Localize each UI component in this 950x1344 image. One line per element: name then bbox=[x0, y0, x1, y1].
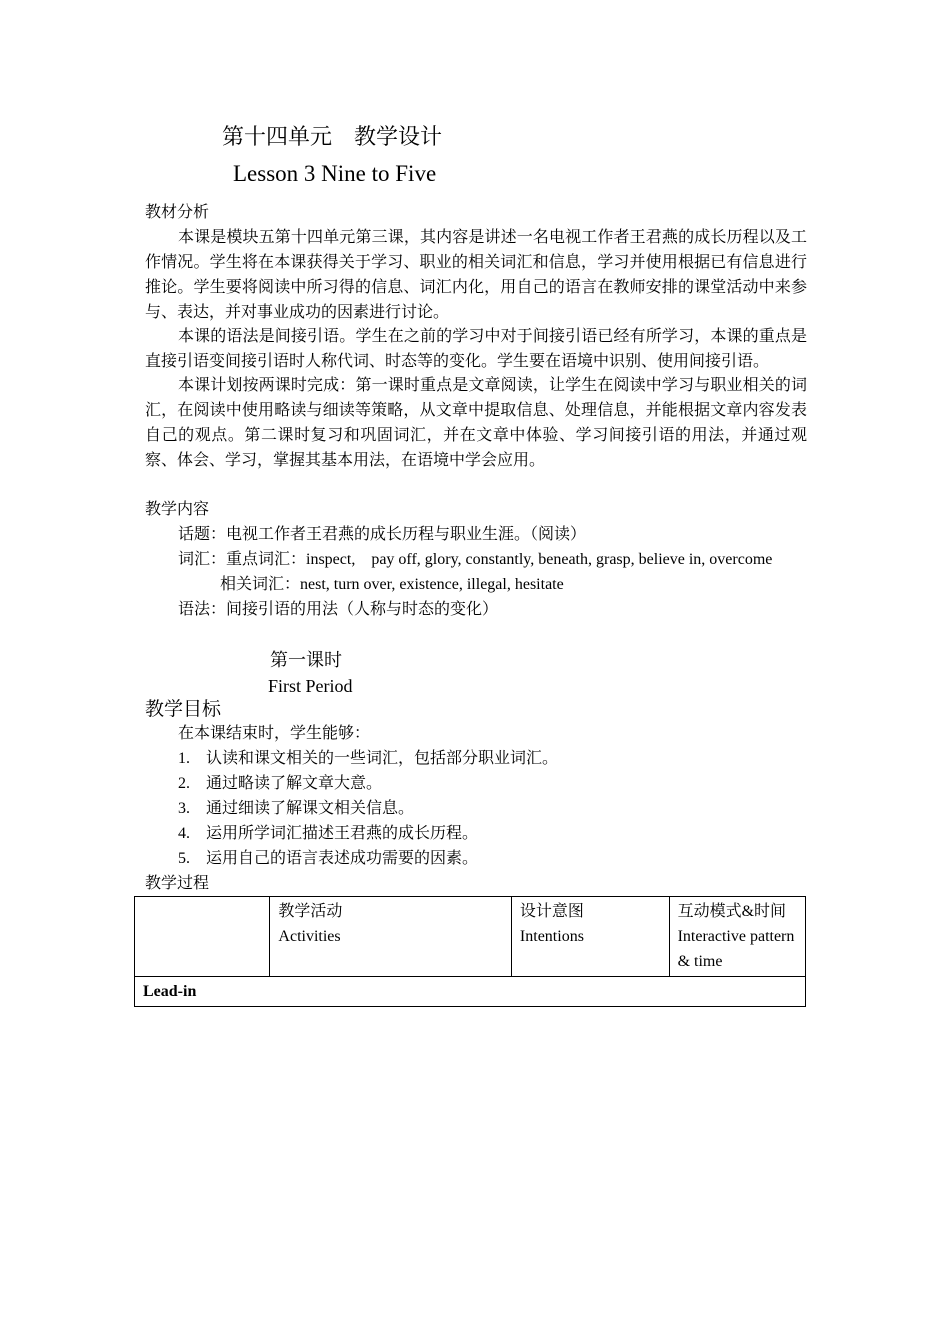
header-intentions-en: Intentions bbox=[519, 928, 584, 945]
objective-text: 运用自己的语言表述成功需要的因素。 bbox=[206, 850, 479, 867]
objective-number: 3. bbox=[178, 800, 190, 817]
table-row bbox=[135, 977, 806, 1007]
objectives-intro: 在本课结束时，学生能够： bbox=[178, 725, 371, 742]
content-vocab-key: 词汇：重点词汇：inspect, pay off, glory, constantly, beneath, grasp, believe in, overcome bbox=[178, 551, 773, 568]
doc-subtitle: Lesson 3 Nine to Five bbox=[233, 161, 437, 186]
doc-title: 第十四单元 教学设计 bbox=[222, 124, 443, 149]
process-table bbox=[134, 896, 806, 1007]
content-grammar: 语法：间接引语的用法（人称与时态的变化） bbox=[178, 601, 499, 618]
analysis-paragraph-3: 本课计划按两课时完成：第一课时重点是文章阅读，让学生在阅读中学习与职业相关的词汇，在阅读中使用略读与细读等策略，从文章中提取信息、处理信息，并能根据文章内容发表自己的观点。第二课时复习和巩固词汇，并在文章中体验、学习间接引语的用法，并通过观察、体会、学习，掌握其基本用法，在语境中学会应用。 bbox=[145, 377, 807, 469]
header-pattern-cn: 互动模式&时间 bbox=[677, 903, 787, 920]
period-title-cn: 第一课时 bbox=[270, 650, 342, 670]
header-pattern-en: Interactive pattern & time bbox=[677, 928, 795, 970]
objective-text: 认读和课文相关的一些词汇，包括部分职业词汇。 bbox=[206, 750, 559, 767]
analysis-paragraph-2: 本课的语法是间接引语。学生在之前的学习中对于间接引语已经有所学习，本课的重点是直接引语变间接引语时人称代词、时态等的变化。学生要在语境中识别、使用间接引语。 bbox=[145, 328, 807, 370]
table-header-row bbox=[135, 897, 806, 977]
content-vocab-related: 相关词汇：nest, turn over, existence, illegal, hesitate bbox=[220, 576, 564, 593]
header-cell-intentions bbox=[511, 897, 669, 977]
header-cell-activities bbox=[270, 897, 512, 977]
objective-item bbox=[178, 821, 558, 846]
objectives-list bbox=[178, 746, 558, 871]
objective-text: 运用所学词汇描述王君燕的成长历程。 bbox=[206, 825, 479, 842]
process-heading: 教学过程 bbox=[145, 875, 210, 892]
analysis-paragraph-1: 本课是模块五第十四单元第三课，其内容是讲述一名电视工作者王君燕的成长历程以及工作情况。学生将在本课获得关于学习、职业的相关词汇和信息，学习并使用根据已有信息进行推论。学生要将阅读中所习得的信息、词汇内化，用自己的语言在教师安排的课堂活动中来参与、表达，并对事业成功的因素进行讨论。 bbox=[145, 229, 807, 321]
content-heading: 教学内容 bbox=[145, 501, 210, 518]
period-title-en: First Period bbox=[268, 676, 353, 696]
objective-number: 2. bbox=[178, 775, 190, 792]
objective-text: 通过略读了解文章大意。 bbox=[206, 775, 383, 792]
lead-in-cell: Lead-in bbox=[135, 977, 806, 1007]
objectives-heading: 教学目标 bbox=[145, 699, 222, 720]
objective-item bbox=[178, 796, 558, 821]
objective-number: 5. bbox=[178, 850, 190, 867]
analysis-heading: 教材分析 bbox=[145, 204, 210, 221]
objective-number: 1. bbox=[178, 750, 190, 767]
objective-number: 4. bbox=[178, 825, 190, 842]
header-activities-cn: 教学活动 bbox=[278, 903, 343, 920]
header-intentions-cn: 设计意图 bbox=[519, 903, 584, 920]
objective-item bbox=[178, 771, 558, 796]
header-activities-en: Activities bbox=[278, 928, 341, 945]
objective-item bbox=[178, 746, 558, 771]
objective-text: 通过细读了解课文相关信息。 bbox=[206, 800, 415, 817]
objective-item bbox=[178, 846, 558, 871]
header-cell-empty bbox=[135, 897, 270, 977]
content-topic: 话题：电视工作者王君燕的成长历程与职业生涯。（阅读） bbox=[178, 526, 587, 543]
header-cell-pattern bbox=[669, 897, 805, 977]
